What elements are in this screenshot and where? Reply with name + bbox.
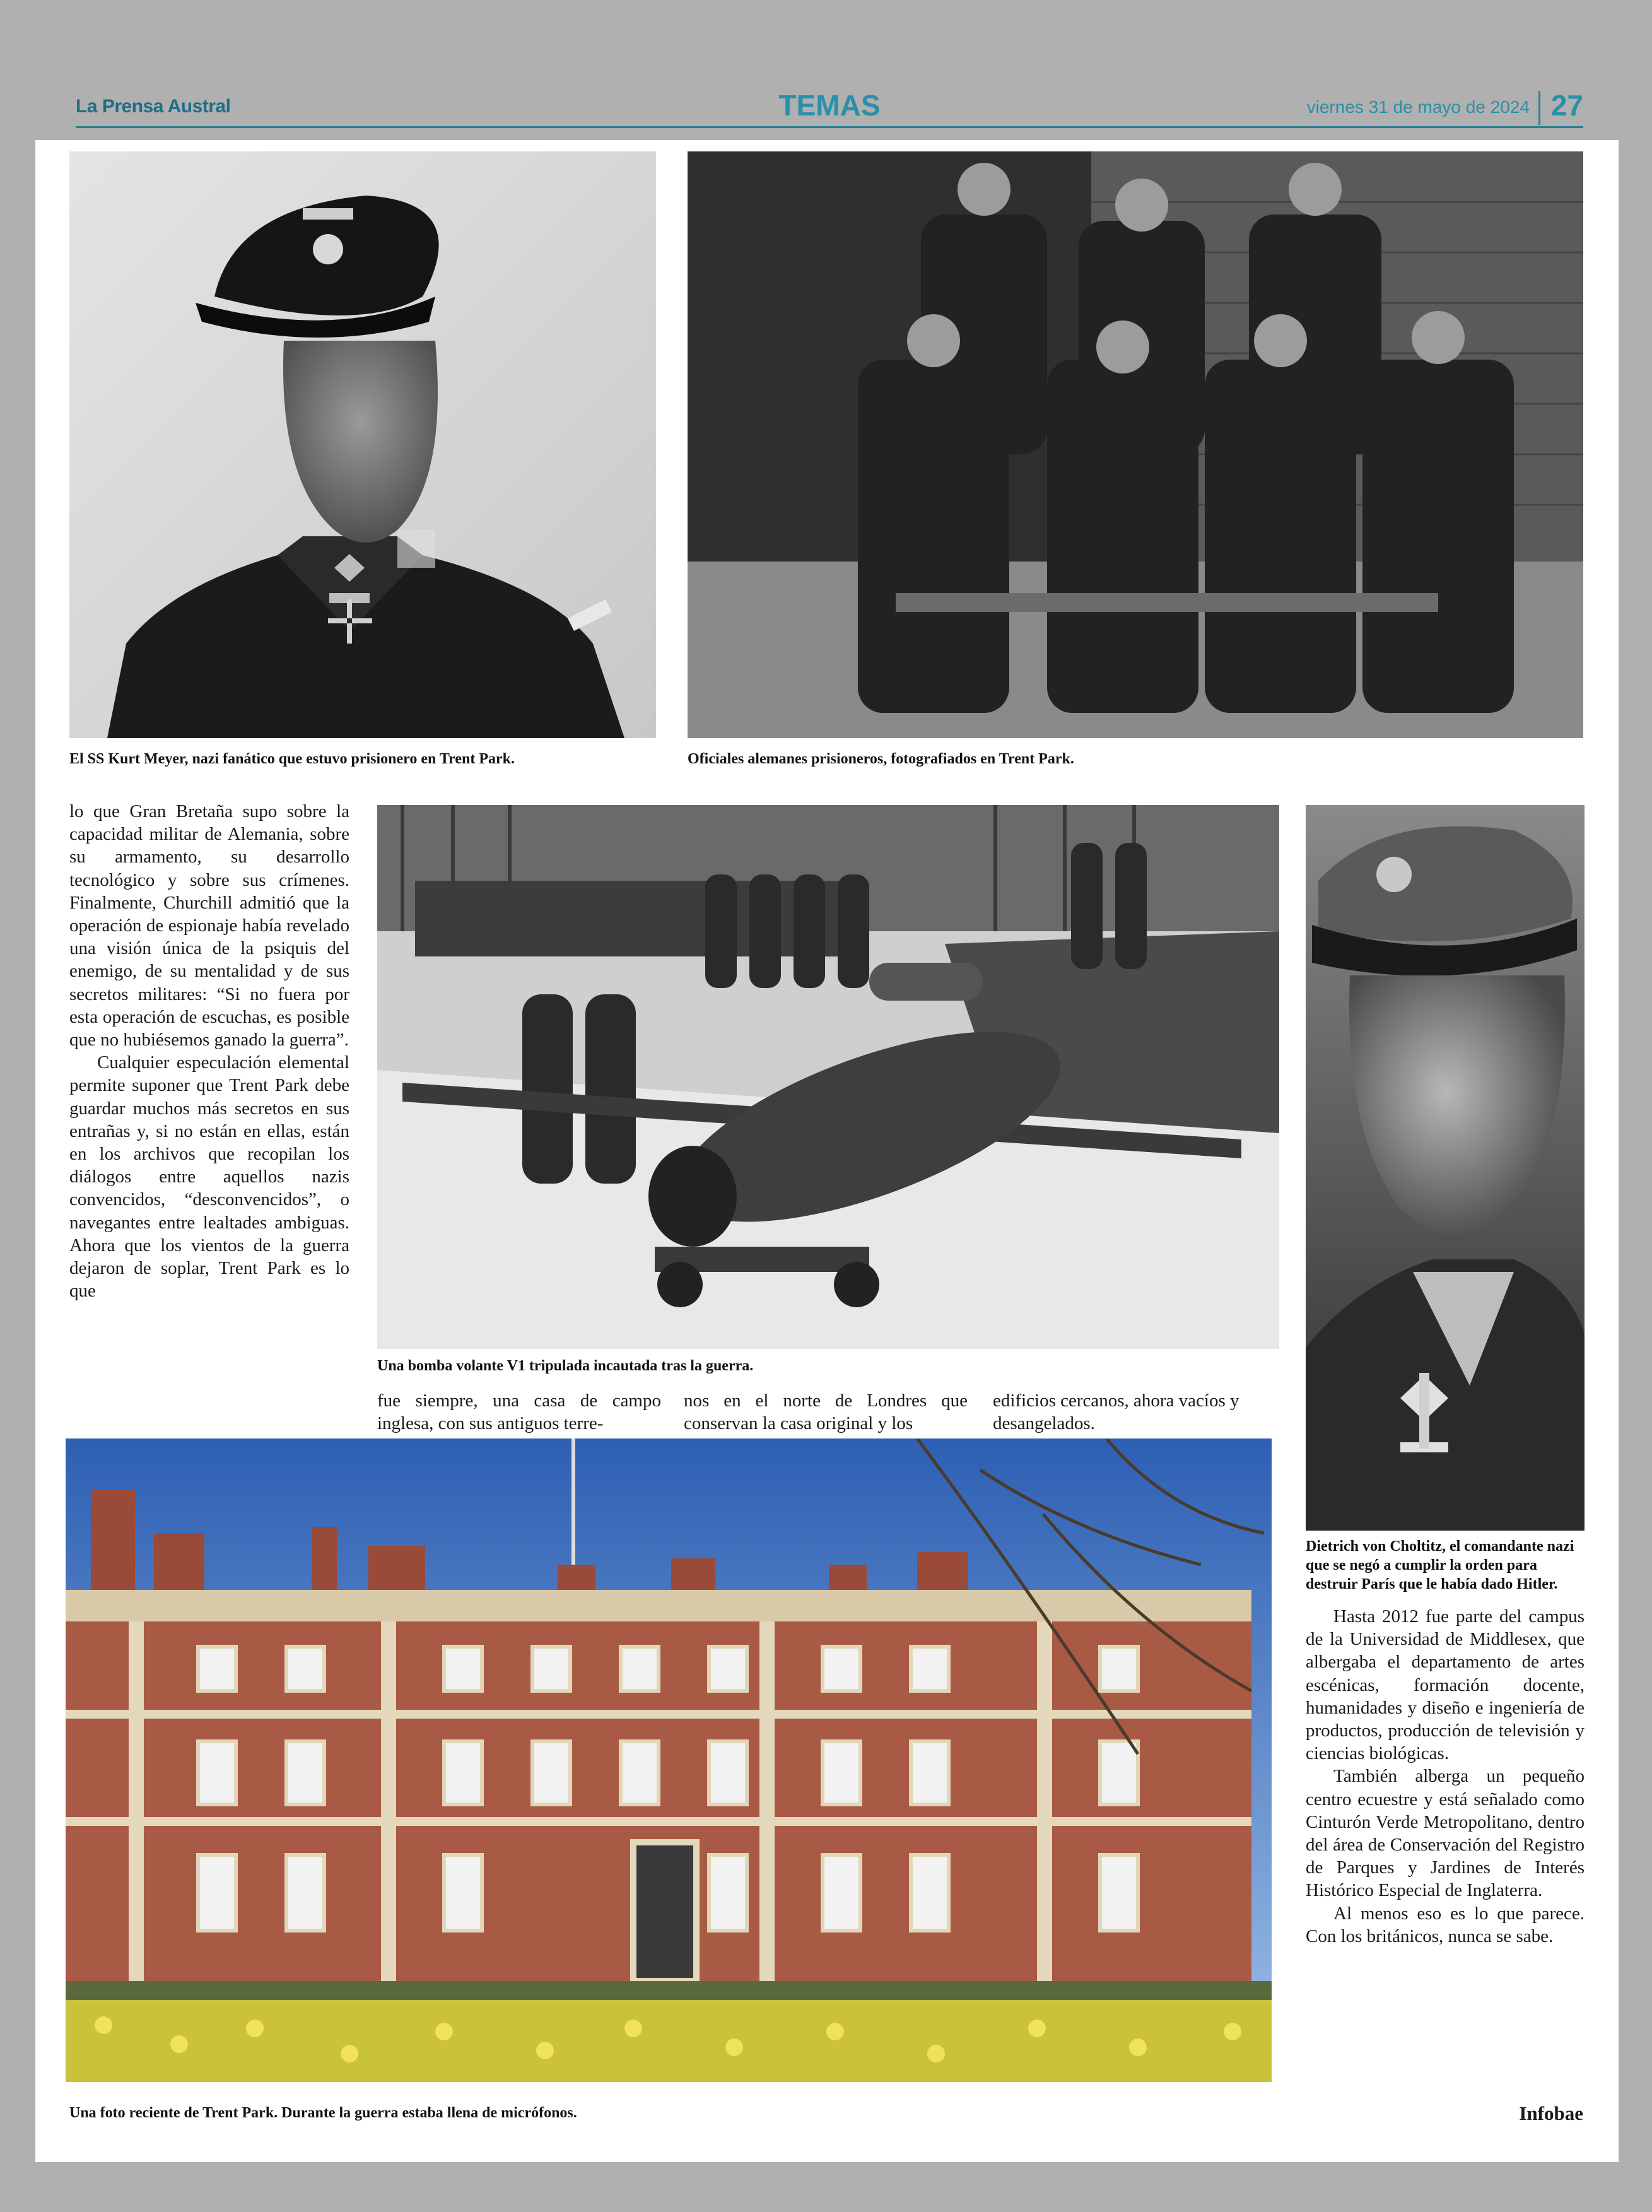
photo-kurt-meyer [69,151,656,738]
group-photo-illustration [688,151,1583,738]
article-column-right [1306,1605,1585,1948]
caption-von-choltitz: Dietrich von Choltitz, el comandante nazi que se negó a cumplir la orden para destruir París que le había dado Hitler. [1306,1538,1574,1592]
paragraph-green-belt: También alberga un pequeño centro ecuestre y está señalado como Cinturón Verde Metropolitano, dentro del área de Conservación del Registro de Parques y Jardines de Interés Histórico Especial de Inglaterra. [1306,1766,1585,1901]
paragraph-churchill: lo que Gran Bretaña supo sobre la capacidad militar de Alemania, sobre su armamento, su desarrollo tecnológico y sobre sus crímenes. Finalmente, Churchill admitió que la operación de espionaje había revelado una visión única de la psiquis del enemigo, de su mentalidad y de sus secretos militares: “Si no fuera por esta operación de escuchas, es posible que no hubiésemos ganado la guerra”. [69,801,349,1050]
page-number: 27 [1550,89,1583,122]
photo-german-officers [688,151,1583,738]
caption-v1-bomb: Una bomba volante V1 tripulada incautada tras la guerra. [377,1358,754,1374]
paragraph-speculation: Cualquier especulación elemental permite suponer que Trent Park debe guardar muchos más secretos en sus entrañas y, si no están en ellas, están en los archivos que recopilan los diálogos entre aquellos nazis convencidos, “desconvencidos”, o navegantes entre lealtades ambiguas. Ahora que los vientos de la guerra dejaron de soplar, Trent Park es lo que [69,1052,349,1302]
v1-photo-illustration [377,805,1279,1349]
page-sheet [35,140,1619,2162]
paragraph-closing: Al menos eso es lo que parece. Con los británicos, nunca se sabe. [1306,1903,1585,1946]
caption-trent-park: Una foto reciente de Trent Park. Durante la guerra estaba llena de micrófonos. [69,2105,577,2121]
publication-name: La Prensa Austral [76,96,231,117]
issue-date: viernes 31 de mayo de 2024 [1306,97,1530,117]
article-column-mid-1-text: fue siempre, una casa de campo inglesa, con sus antiguos terre- [377,1391,661,1434]
photo-trent-park [66,1438,1272,2082]
article-column-left [69,800,349,1302]
caption-german-officers: Oficiales alemanes prisioneros, fotografiados en Trent Park. [688,751,1074,767]
article-column-mid-2-text: nos en el norte de Londres que conservan la casa original y los [684,1391,968,1434]
section-title: TEMAS [778,89,881,122]
article-signature: Infobae [1519,2102,1583,2124]
article-column-mid-3-text: edificios cercanos, ahora vacíos y desangelados. [993,1391,1239,1434]
photo-v1-bomb [377,805,1279,1349]
caption-kurt-meyer: El SS Kurt Meyer, nazi fanático que estuvo prisionero en Trent Park. [69,751,515,767]
portrait-illustration [69,151,656,738]
paragraph-middlesex: Hasta 2012 fue parte del campus de la Universidad de Middlesex, que albergaba el departamento de artes escénicas, formación docente, humanidades y diseño e ingeniería de productos, producción de televisión y ciencias biológicas. [1306,1606,1585,1764]
photo-von-choltitz [1306,805,1585,1531]
trent-park-illustration [66,1438,1272,2082]
header-divider [1538,91,1540,125]
choltitz-portrait-illustration [1306,805,1585,1531]
page-header [76,88,1583,128]
